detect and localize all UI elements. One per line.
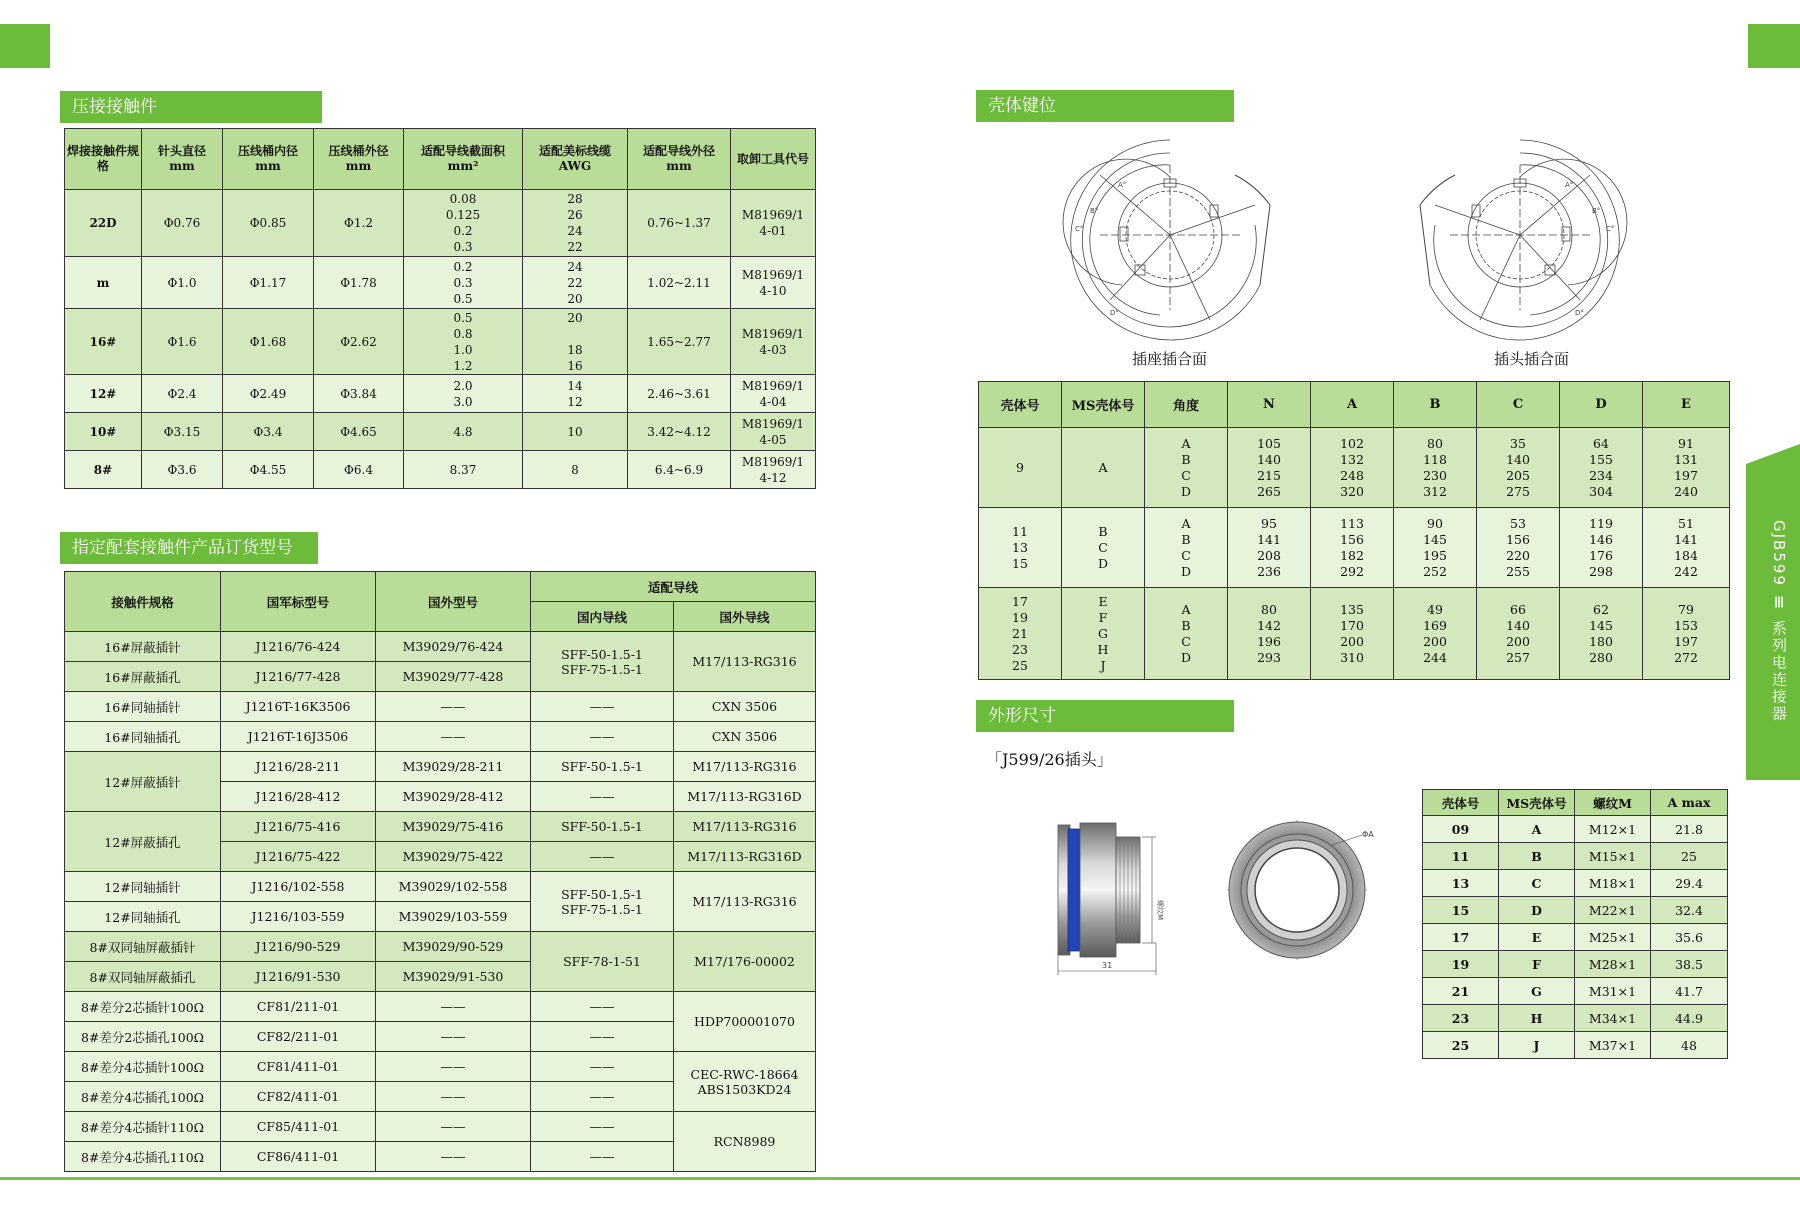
- crimp-row: [65, 375, 816, 413]
- outline-row: [1423, 816, 1728, 843]
- order-row: [65, 632, 816, 662]
- gjb-model-cell: J1216/75-416: [221, 812, 376, 842]
- angle-label-b: B°: [1090, 207, 1099, 215]
- contact-spec-cell: 10#: [65, 413, 142, 451]
- foreign-model-cell: M39029/28-412: [376, 782, 531, 812]
- contact-spec-cell: 12#同轴插针: [65, 872, 221, 902]
- gjb-model-cell: J1216/77-428: [221, 662, 376, 692]
- contact-spec-cell: 16#同轴插孔: [65, 722, 221, 752]
- section-title-order: 指定配套接触件产品订货型号: [60, 532, 318, 564]
- gjb-model-cell: CF86/411-01: [221, 1142, 376, 1172]
- header-foreign-wire: 国外导线: [674, 602, 816, 632]
- outline-row: [1423, 924, 1728, 951]
- foreign-model-cell: M39029/76-424: [376, 632, 531, 662]
- angle-label-b: B°: [1592, 207, 1601, 215]
- keying-row: [979, 588, 1730, 680]
- ms-shell-cell: G: [1499, 978, 1575, 1005]
- crimp-value-cell: 1.65~2.77: [628, 309, 731, 375]
- contact-spec-cell: 8#: [65, 451, 142, 489]
- contact-spec-cell: 8#差分2芯插孔100Ω: [65, 1022, 221, 1052]
- contact-spec-cell: 8#差分4芯插孔100Ω: [65, 1082, 221, 1112]
- order-row: [65, 812, 816, 842]
- crimp-value-cell: 2.46~3.61: [628, 375, 731, 413]
- crimp-value-cell: Φ4.55: [223, 451, 314, 489]
- contact-spec-cell: 16#: [65, 309, 142, 375]
- crimp-value-cell: Φ0.76: [142, 190, 223, 257]
- angle-value-cell: 62 145 180 280: [1560, 588, 1643, 680]
- gjb-model-cell: J1216/28-211: [221, 752, 376, 782]
- crimp-row: [65, 257, 816, 309]
- keying-header-cell: 角度: [1145, 382, 1228, 428]
- crimp-value-cell: Φ3.84: [314, 375, 404, 413]
- crimp-value-cell: Φ1.2: [314, 190, 404, 257]
- order-row: [65, 872, 816, 902]
- ms-shell-cell: F: [1499, 951, 1575, 978]
- ms-shell-cell: C: [1499, 870, 1575, 897]
- crimp-value-cell: 0.76~1.37: [628, 190, 731, 257]
- shell-number-cell: 25: [1423, 1032, 1499, 1059]
- outline-header-cell: 螺纹M: [1575, 790, 1651, 816]
- angle-value-cell: 91 131 197 240: [1643, 428, 1730, 508]
- gjb-model-cell: J1216/103-559: [221, 902, 376, 932]
- domestic-wire-cell: ——: [531, 692, 674, 722]
- crimp-row: [65, 451, 816, 489]
- crimp-value-cell: Φ1.68: [223, 309, 314, 375]
- section-title-keying: 壳体键位: [976, 90, 1234, 122]
- section-title-crimp: 压接接触件: [60, 91, 322, 123]
- shell-number-cell: 11: [1423, 843, 1499, 870]
- keying-header-cell: 壳体号: [979, 382, 1062, 428]
- foreign-wire-cell: M17/113-RG316: [674, 812, 816, 842]
- thread-cell: M15×1: [1575, 843, 1651, 870]
- shell-number-cell: 09: [1423, 816, 1499, 843]
- ms-shell-cell: E: [1499, 924, 1575, 951]
- domestic-wire-cell: ——: [531, 722, 674, 752]
- angle-value-cell: 80 142 196 293: [1228, 588, 1311, 680]
- outline-header-cell: MS壳体号: [1499, 790, 1575, 816]
- angle-cell: A B C D: [1145, 588, 1228, 680]
- contact-spec-cell: m: [65, 257, 142, 309]
- a-max-cell: 48: [1651, 1032, 1728, 1059]
- foreign-wire-cell: CEC-RWC-18664 ABS1503KD24: [674, 1052, 816, 1112]
- crimp-value-cell: Φ3.15: [142, 413, 223, 451]
- angle-value-cell: 113 156 182 292: [1311, 508, 1394, 588]
- ms-shell-cell: E F G H J: [1062, 588, 1145, 680]
- angle-value-cell: 80 118 230 312: [1394, 428, 1477, 508]
- gjb-model-cell: CF85/411-01: [221, 1112, 376, 1142]
- order-row: [65, 992, 816, 1022]
- crimp-value-cell: 10: [523, 413, 628, 451]
- contact-spec-cell: 16#屏蔽插孔: [65, 662, 221, 692]
- contact-spec-cell: 8#差分4芯插针100Ω: [65, 1052, 221, 1082]
- plug-front-view-drawing: [1222, 815, 1382, 965]
- gjb-model-cell: J1216/102-558: [221, 872, 376, 902]
- ms-shell-cell: J: [1499, 1032, 1575, 1059]
- crimp-value-cell: 0.08 0.125 0.2 0.3: [404, 190, 523, 257]
- foreign-wire-cell: HDP700001070: [674, 992, 816, 1052]
- shell-number-cell: 17 19 21 23 25: [979, 588, 1062, 680]
- keying-header-cell: C: [1477, 382, 1560, 428]
- foreign-model-cell: ——: [376, 1082, 531, 1112]
- order-row: [65, 752, 816, 782]
- foreign-model-cell: M39029/75-416: [376, 812, 531, 842]
- crimp-value-cell: Φ1.6: [142, 309, 223, 375]
- gjb-model-cell: J1216T-16K3506: [221, 692, 376, 722]
- angle-label-c: C°: [1075, 225, 1084, 233]
- shell-keying-table: [978, 381, 1730, 680]
- corner-block-left: [0, 24, 50, 68]
- outline-row: [1423, 870, 1728, 897]
- contact-spec-cell: 12#同轴插孔: [65, 902, 221, 932]
- order-model-table: [64, 571, 816, 1172]
- foreign-model-cell: ——: [376, 1052, 531, 1082]
- keying-header-cell: B: [1394, 382, 1477, 428]
- ms-shell-cell: A: [1499, 816, 1575, 843]
- angle-label-a: A°: [1118, 181, 1127, 189]
- crimp-value-cell: 28 26 24 22: [523, 190, 628, 257]
- crimp-header-cell: 适配美标线缆 AWG: [523, 129, 628, 190]
- plug-model-label: 「J599/26插头」: [986, 750, 1113, 769]
- order-row: [65, 932, 816, 962]
- crimp-value-cell: 1.02~2.11: [628, 257, 731, 309]
- domestic-wire-cell: ——: [531, 1082, 674, 1112]
- domestic-wire-cell: SFF-50-1.5-1 SFF-75-1.5-1: [531, 632, 674, 692]
- keying-row: [979, 428, 1730, 508]
- crimp-value-cell: Φ0.85: [223, 190, 314, 257]
- foreign-model-cell: ——: [376, 1022, 531, 1052]
- keying-header-cell: N: [1228, 382, 1311, 428]
- crimp-value-cell: 6.4~6.9: [628, 451, 731, 489]
- crimp-header-cell: 压线桶外径 mm: [314, 129, 404, 190]
- outline-row: [1423, 951, 1728, 978]
- header-wire: 适配导线: [531, 572, 816, 602]
- contact-spec-cell: 12#: [65, 375, 142, 413]
- foreign-wire-cell: M17/113-RG316: [674, 752, 816, 782]
- crimp-value-cell: Φ2.4: [142, 375, 223, 413]
- foreign-wire-cell: M17/113-RG316D: [674, 782, 816, 812]
- order-row: [65, 1112, 816, 1142]
- crimp-value-cell: M81969/1 4-12: [731, 451, 816, 489]
- gjb-model-cell: J1216/28-412: [221, 782, 376, 812]
- foreign-model-cell: ——: [376, 692, 531, 722]
- gjb-model-cell: CF81/411-01: [221, 1052, 376, 1082]
- crimp-header-cell: 适配导线截面积 mm²: [404, 129, 523, 190]
- crimp-value-cell: 8: [523, 451, 628, 489]
- dim-diameter-label: ΦA: [1362, 830, 1374, 839]
- foreign-model-cell: M39029/28-211: [376, 752, 531, 782]
- foreign-model-cell: ——: [376, 1112, 531, 1142]
- gjb-model-cell: J1216/90-529: [221, 932, 376, 962]
- thread-cell: M28×1: [1575, 951, 1651, 978]
- crimp-row: [65, 190, 816, 257]
- domestic-wire-cell: ——: [531, 992, 674, 1022]
- a-max-cell: 25: [1651, 843, 1728, 870]
- shell-number-cell: 21: [1423, 978, 1499, 1005]
- foreign-wire-cell: M17/113-RG316: [674, 872, 816, 932]
- contact-spec-cell: 22D: [65, 190, 142, 257]
- domestic-wire-cell: SFF-50-1.5-1: [531, 812, 674, 842]
- angle-value-cell: 135 170 200 310: [1311, 588, 1394, 680]
- crimp-value-cell: 14 12: [523, 375, 628, 413]
- outline-row: [1423, 843, 1728, 870]
- outline-header-cell: 壳体号: [1423, 790, 1499, 816]
- contact-spec-cell: 8#双同轴屏蔽插孔: [65, 962, 221, 992]
- crimp-value-cell: 3.42~4.12: [628, 413, 731, 451]
- order-row: [65, 692, 816, 722]
- shell-number-cell: 15: [1423, 897, 1499, 924]
- keying-header-cell: MS壳体号: [1062, 382, 1145, 428]
- order-row: [65, 722, 816, 752]
- gjb-model-cell: CF82/411-01: [221, 1082, 376, 1112]
- plug-side-view-drawing: [1050, 815, 1185, 980]
- outline-header-cell: A max: [1651, 790, 1728, 816]
- angle-value-cell: 53 156 220 255: [1477, 508, 1560, 588]
- a-max-cell: 38.5: [1651, 951, 1728, 978]
- foreign-model-cell: M39029/77-428: [376, 662, 531, 692]
- header-gjb: 国军标型号: [221, 572, 376, 632]
- section-title-outline: 外形尺寸: [976, 700, 1234, 732]
- contact-spec-cell: 12#屏蔽插孔: [65, 812, 221, 872]
- foreign-wire-cell: CXN 3506: [674, 722, 816, 752]
- a-max-cell: 21.8: [1651, 816, 1728, 843]
- crimp-value-cell: M81969/1 4-04: [731, 375, 816, 413]
- domestic-wire-cell: ——: [531, 1052, 674, 1082]
- contact-spec-cell: 12#屏蔽插针: [65, 752, 221, 812]
- crimp-value-cell: Φ6.4: [314, 451, 404, 489]
- angle-value-cell: 90 145 195 252: [1394, 508, 1477, 588]
- plug-keying-diagram: [1410, 135, 1630, 350]
- bottom-rule: [0, 1177, 1800, 1180]
- outline-row: [1423, 1032, 1728, 1059]
- contact-spec-cell: 8#差分4芯插孔110Ω: [65, 1142, 221, 1172]
- crimp-value-cell: 2.0 3.0: [404, 375, 523, 413]
- shell-number-cell: 17: [1423, 924, 1499, 951]
- side-tab-label: GJB599 Ⅲ 系列电连接器: [1770, 520, 1788, 723]
- angle-cell: A B C D: [1145, 428, 1228, 508]
- crimp-header-cell: 针头直径 mm: [142, 129, 223, 190]
- foreign-model-cell: M39029/91-530: [376, 962, 531, 992]
- foreign-model-cell: ——: [376, 992, 531, 1022]
- foreign-model-cell: M39029/90-529: [376, 932, 531, 962]
- gjb-model-cell: J1216/91-530: [221, 962, 376, 992]
- plug-face-label: 插头插合面: [1494, 350, 1570, 368]
- contact-spec-cell: 8#差分2芯插针100Ω: [65, 992, 221, 1022]
- crimp-contacts-table: [64, 128, 816, 489]
- domestic-wire-cell: SFF-50-1.5-1 SFF-75-1.5-1: [531, 872, 674, 932]
- foreign-model-cell: M39029/103-559: [376, 902, 531, 932]
- crimp-value-cell: 0.2 0.3 0.5: [404, 257, 523, 309]
- angle-value-cell: 66 140 200 257: [1477, 588, 1560, 680]
- contact-spec-cell: 16#同轴插针: [65, 692, 221, 722]
- contact-spec-cell: 8#双同轴屏蔽插针: [65, 932, 221, 962]
- angle-value-cell: 35 140 205 275: [1477, 428, 1560, 508]
- gjb-model-cell: CF81/211-01: [221, 992, 376, 1022]
- shell-number-cell: 19: [1423, 951, 1499, 978]
- foreign-wire-cell: CXN 3506: [674, 692, 816, 722]
- foreign-wire-cell: M17/113-RG316: [674, 632, 816, 692]
- ms-shell-cell: A: [1062, 428, 1145, 508]
- crimp-value-cell: Φ2.49: [223, 375, 314, 413]
- thread-cell: M18×1: [1575, 870, 1651, 897]
- domestic-wire-cell: ——: [531, 842, 674, 872]
- crimp-value-cell: 0.5 0.8 1.0 1.2: [404, 309, 523, 375]
- header-domestic-wire: 国内导线: [531, 602, 674, 632]
- shell-number-cell: 13: [1423, 870, 1499, 897]
- outline-dimension-table: [1422, 789, 1728, 1059]
- angle-value-cell: 102 132 248 320: [1311, 428, 1394, 508]
- angle-cell: A B C D: [1145, 508, 1228, 588]
- crimp-value-cell: Φ1.17: [223, 257, 314, 309]
- keying-header-cell: D: [1560, 382, 1643, 428]
- ms-shell-cell: H: [1499, 1005, 1575, 1032]
- thread-cell: M25×1: [1575, 924, 1651, 951]
- ms-shell-cell: D: [1499, 897, 1575, 924]
- crimp-value-cell: Φ3.4: [223, 413, 314, 451]
- a-max-cell: 41.7: [1651, 978, 1728, 1005]
- crimp-header-cell: 取卸工具代号: [731, 129, 816, 190]
- crimp-row: [65, 413, 816, 451]
- socket-face-label: 插座插合面: [1132, 350, 1208, 368]
- foreign-wire-cell: M17/176-00002: [674, 932, 816, 992]
- angle-value-cell: 64 155 234 304: [1560, 428, 1643, 508]
- gjb-model-cell: CF82/211-01: [221, 1022, 376, 1052]
- outline-row: [1423, 978, 1728, 1005]
- crimp-value-cell: M81969/1 4-03: [731, 309, 816, 375]
- header-foreign: 国外型号: [376, 572, 531, 632]
- crimp-value-cell: 8.37: [404, 451, 523, 489]
- domestic-wire-cell: ——: [531, 1142, 674, 1172]
- angle-label-d: D°: [1575, 309, 1584, 317]
- contact-spec-cell: 16#屏蔽插针: [65, 632, 221, 662]
- thread-cell: M31×1: [1575, 978, 1651, 1005]
- shell-number-cell: 11 13 15: [979, 508, 1062, 588]
- crimp-value-cell: Φ3.6: [142, 451, 223, 489]
- crimp-value-cell: Φ2.62: [314, 309, 404, 375]
- gjb-model-cell: J1216/76-424: [221, 632, 376, 662]
- contact-spec-cell: 8#差分4芯插针110Ω: [65, 1112, 221, 1142]
- dim-length-label: 31: [1102, 961, 1113, 970]
- domestic-wire-cell: SFF-50-1.5-1: [531, 752, 674, 782]
- angle-label-a: A°: [1565, 181, 1574, 189]
- crimp-value-cell: 24 22 20: [523, 257, 628, 309]
- crimp-value-cell: Φ1.78: [314, 257, 404, 309]
- crimp-header-cell: 压线桶内径 mm: [223, 129, 314, 190]
- a-max-cell: 35.6: [1651, 924, 1728, 951]
- crimp-value-cell: Φ4.65: [314, 413, 404, 451]
- foreign-wire-cell: RCN8989: [674, 1112, 816, 1172]
- angle-label-d: D°: [1110, 309, 1119, 317]
- header-spec: 接触件规格: [65, 572, 221, 632]
- order-row: [65, 1052, 816, 1082]
- foreign-model-cell: M39029/75-422: [376, 842, 531, 872]
- outline-row: [1423, 897, 1728, 924]
- keying-header-cell: A: [1311, 382, 1394, 428]
- crimp-value-cell: M81969/1 4-10: [731, 257, 816, 309]
- keying-row: [979, 508, 1730, 588]
- dim-thread-label: 螺纹M: [1156, 900, 1164, 921]
- socket-keying-diagram: [1060, 135, 1280, 350]
- domestic-wire-cell: ——: [531, 1112, 674, 1142]
- crimp-value-cell: 4.8: [404, 413, 523, 451]
- angle-value-cell: 79 153 197 272: [1643, 588, 1730, 680]
- ms-shell-cell: B: [1499, 843, 1575, 870]
- angle-value-cell: 49 169 200 244: [1394, 588, 1477, 680]
- foreign-model-cell: ——: [376, 1142, 531, 1172]
- angle-value-cell: 105 140 215 265: [1228, 428, 1311, 508]
- thread-cell: M22×1: [1575, 897, 1651, 924]
- angle-value-cell: 51 141 184 242: [1643, 508, 1730, 588]
- thread-cell: M34×1: [1575, 1005, 1651, 1032]
- thread-cell: M12×1: [1575, 816, 1651, 843]
- thread-cell: M37×1: [1575, 1032, 1651, 1059]
- shell-number-cell: 9: [979, 428, 1062, 508]
- gjb-model-cell: J1216T-16J3506: [221, 722, 376, 752]
- foreign-model-cell: M39029/102-558: [376, 872, 531, 902]
- crimp-value-cell: M81969/1 4-01: [731, 190, 816, 257]
- corner-block-right: [1748, 24, 1800, 68]
- crimp-value-cell: M81969/1 4-05: [731, 413, 816, 451]
- domestic-wire-cell: ——: [531, 782, 674, 812]
- a-max-cell: 44.9: [1651, 1005, 1728, 1032]
- a-max-cell: 29.4: [1651, 870, 1728, 897]
- crimp-header-cell: 焊接接触件规格: [65, 129, 142, 190]
- domestic-wire-cell: ——: [531, 1022, 674, 1052]
- gjb-model-cell: J1216/75-422: [221, 842, 376, 872]
- foreign-model-cell: ——: [376, 722, 531, 752]
- crimp-row: [65, 309, 816, 375]
- crimp-value-cell: Φ1.0: [142, 257, 223, 309]
- crimp-value-cell: 20 18 16: [523, 309, 628, 375]
- shell-number-cell: 23: [1423, 1005, 1499, 1032]
- ms-shell-cell: B C D: [1062, 508, 1145, 588]
- angle-value-cell: 119 146 176 298: [1560, 508, 1643, 588]
- keying-header-cell: E: [1643, 382, 1730, 428]
- outline-row: [1423, 1005, 1728, 1032]
- crimp-header-cell: 适配导线外径 mm: [628, 129, 731, 190]
- a-max-cell: 32.4: [1651, 897, 1728, 924]
- domestic-wire-cell: SFF-78-1-51: [531, 932, 674, 992]
- foreign-wire-cell: M17/113-RG316D: [674, 842, 816, 872]
- angle-label-c: C°: [1606, 225, 1615, 233]
- angle-value-cell: 95 141 208 236: [1228, 508, 1311, 588]
